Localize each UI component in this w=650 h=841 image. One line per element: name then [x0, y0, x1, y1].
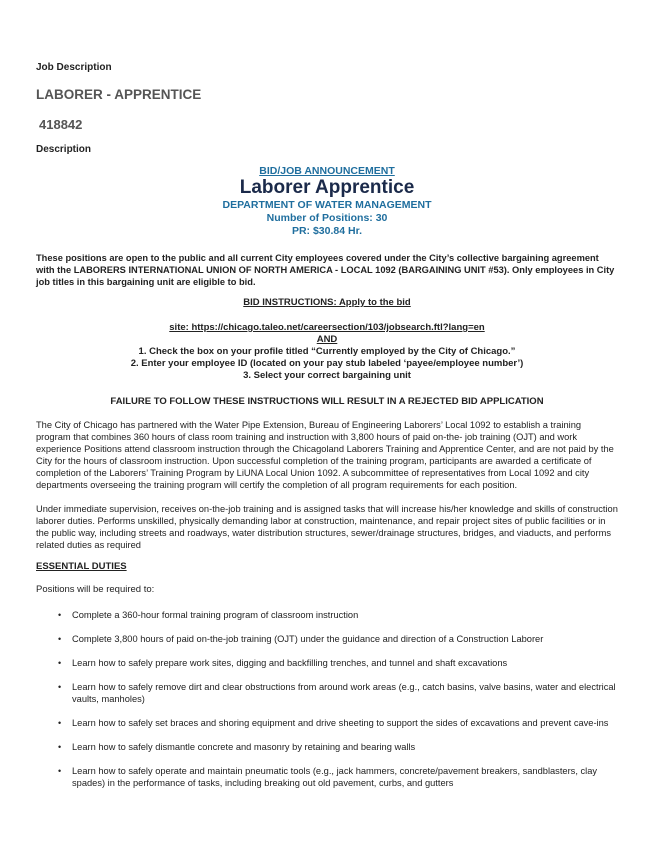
duty-text: Learn how to safely prepare work sites, digging and backfilling trenches, and tunnel and shaft excavations — [72, 658, 508, 668]
bid-step-2: 2. Enter your employee ID (located on your pay stub labeled ‘payee/employee number’) — [130, 358, 524, 369]
duty-text: Learn how to safely remove dirt and clear obstructions from around work areas (e.g., catch basins, valve basins, water and electrical vaults, manholes) — [72, 682, 616, 704]
list-item — [36, 609, 618, 621]
announcement-block — [36, 165, 618, 238]
list-item — [36, 741, 618, 753]
pay-rate: PR: $30.84 Hr. — [291, 225, 363, 237]
job-id: 418842 — [39, 117, 83, 132]
eligibility-paragraph: These positions are open to the public and all current City employees covered under the City’s collective bargaining agreement with the LABORERS INTERNATIONAL UNION OF NORTH AMERICA - LOCAL 1092 (BARGAINING UNIT #53). Only employees in City job titles in this bargaining unit are eligible to bid. — [36, 253, 615, 287]
essential-duties-list — [36, 609, 618, 789]
bullet-icon: • — [58, 742, 62, 752]
bid-step-3: 3. Select your correct bargaining unit — [243, 370, 411, 381]
bullet-icon: • — [58, 682, 62, 692]
list-item — [36, 765, 618, 789]
essential-duties-heading: ESSENTIAL DUTIES — [36, 561, 127, 572]
bullet-icon: • — [58, 718, 62, 728]
bid-site-url[interactable]: site: https://chicago.taleo.net/careersection/103/jobsearch.ftl?lang=en — [169, 322, 485, 333]
bullet-icon: • — [58, 610, 62, 620]
bullet-icon: • — [58, 634, 62, 644]
duty-text: Learn how to safely operate and maintain pneumatic tools (e.g., jack hammers, concrete/pavement breakers, sandblasters, clay spades) in the performance of tasks, including breaking out old pavement, curbs, and gutters — [72, 766, 598, 788]
essential-duties-intro: Positions will be required to: — [36, 584, 155, 595]
list-item — [36, 681, 618, 705]
failure-notice: FAILURE TO FOLLOW THESE INSTRUCTIONS WILL RESULT IN A REJECTED BID APPLICATION — [110, 396, 544, 407]
job-posting-page — [36, 62, 618, 801]
bid-and-label: AND — [316, 334, 338, 345]
bid-instructions-block — [36, 297, 618, 407]
list-item — [36, 717, 618, 729]
supervision-paragraph: Under immediate supervision, receives on-the-job training and is assigned tasks that will increase his/her knowledge and skills of construction laborer duties. Performs unskilled, physically demanding labor at construction, maintenance, and repair project sites of public facilities or in the public way, including streets and roadways, water distribution structures, sewer/drainage structures, bridges, and viaducts, and performs related duties as required — [36, 504, 618, 550]
bid-job-announcement-link[interactable]: BID/JOB ANNOUNCEMENT — [259, 165, 395, 177]
list-item — [36, 633, 618, 645]
program-paragraph: The City of Chicago has partnered with the Water Pipe Extension, Bureau of Engineering Laborers’ Local 1092 to establish a training program that combines 360 hours of class room training and instruction with 3,800 hours of paid on-the- job training (OJT) and work experience Positions attend classroom instruction through the Chicagoland Laborers Training and Apprentice Center, and are not paid by the City for the hours of classroom instruction. Upon successful completion of the training program, participants are awarded a certificate of completion of the Laborers’ Training Program by LiUNA Local Union 1092. A subcommittee of representatives from Local 1092 and city departments overseeing the training program will certify the completion of all program requirements for each position. — [36, 420, 614, 490]
duty-text: Complete 3,800 hours of paid on-the-job training (OJT) under the guidance and direction of a Construction Laborer — [72, 634, 544, 644]
bullet-icon: • — [58, 766, 62, 776]
bid-step-1: 1. Check the box on your profile titled “Currently employed by the City of Chicago.” — [138, 346, 516, 357]
bid-site-link[interactable] — [36, 322, 618, 334]
bid-instructions-heading: BID INSTRUCTIONS: Apply to the bid — [243, 297, 411, 308]
bullet-icon: • — [58, 658, 62, 668]
number-of-positions: Number of Positions: 30 — [266, 212, 388, 224]
list-item — [36, 657, 618, 669]
job-description-label: Job Description — [36, 62, 112, 73]
duty-text: Complete a 360-hour formal training program of classroom instruction — [72, 610, 359, 620]
description-label: Description — [36, 144, 92, 155]
department-name: DEPARTMENT OF WATER MANAGEMENT — [222, 199, 432, 211]
announcement-title: Laborer Apprentice — [239, 177, 415, 198]
job-title: LABORER - APPRENTICE — [36, 87, 202, 102]
duty-text: Learn how to safely set braces and shoring equipment and drive sheeting to support the sides of excavations and prevent cave-ins — [72, 718, 609, 728]
duty-text: Learn how to safely dismantle concrete and masonry by retaining and bearing walls — [72, 742, 416, 752]
